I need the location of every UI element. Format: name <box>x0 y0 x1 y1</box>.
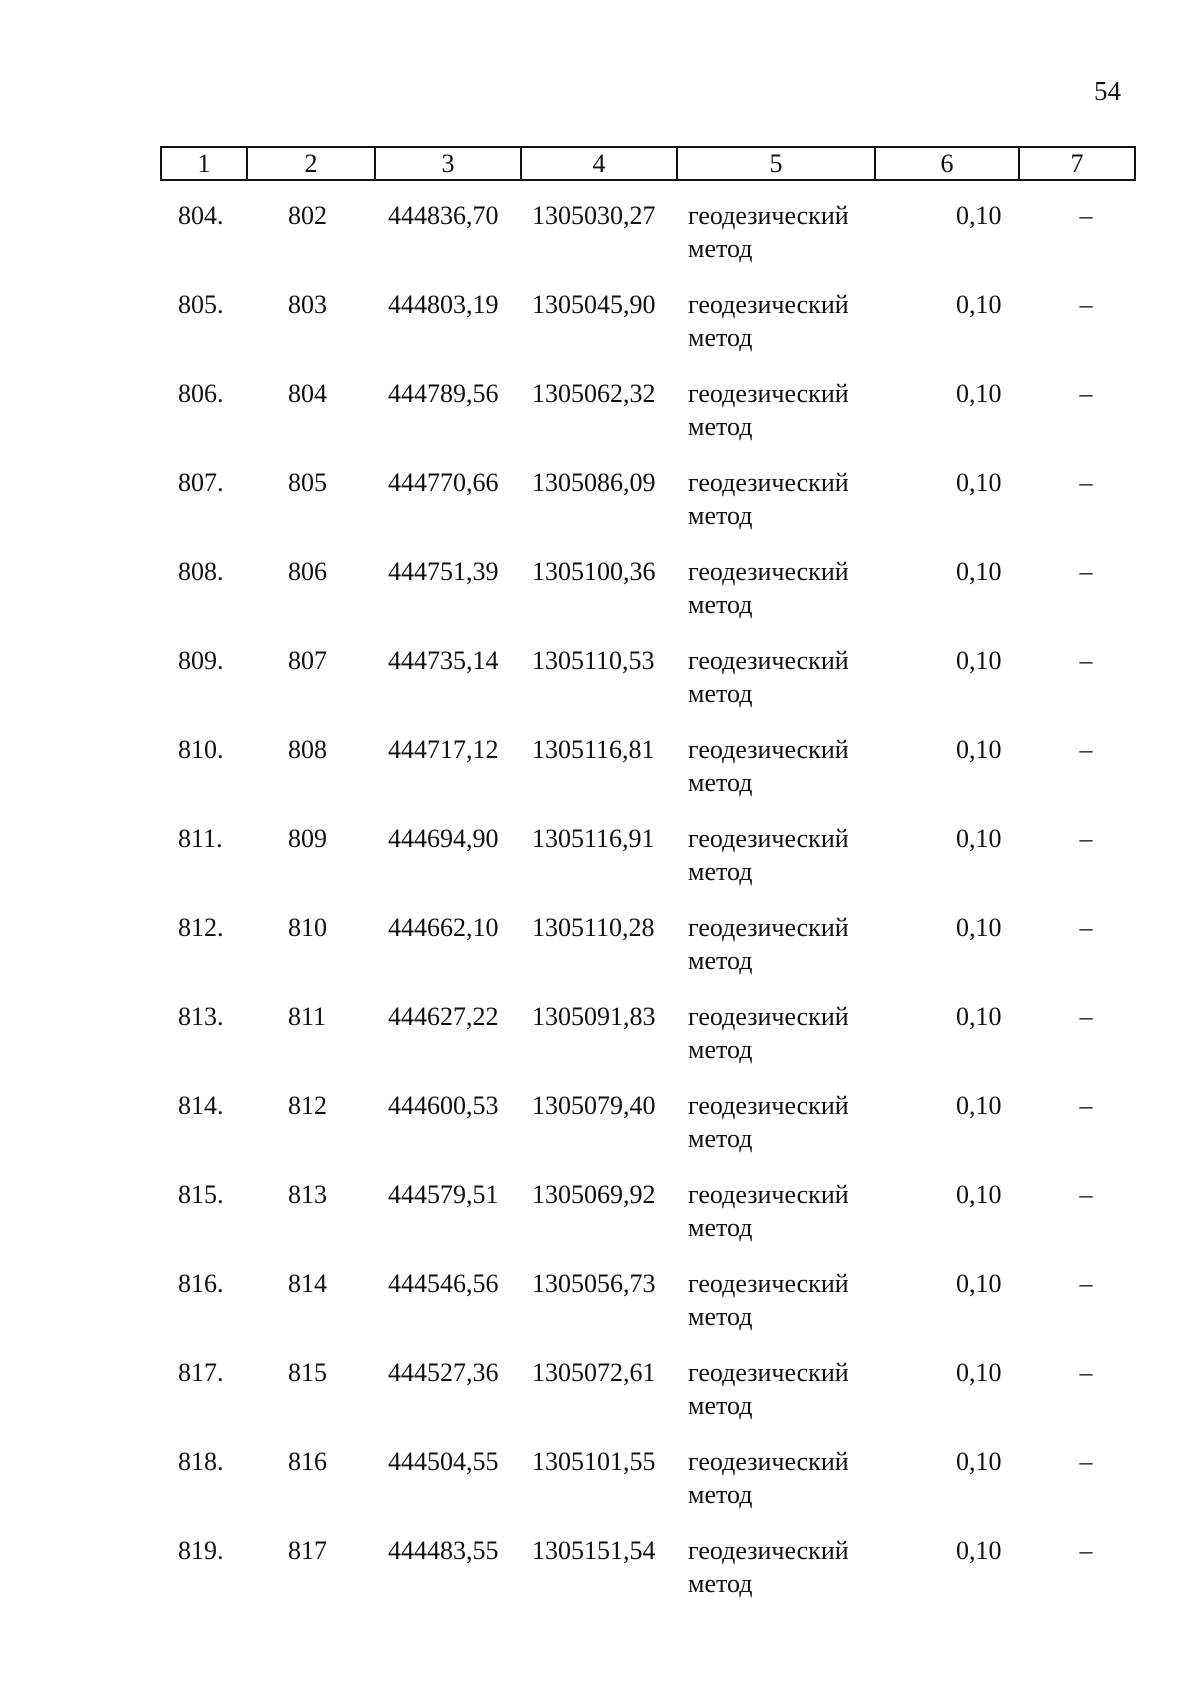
coordinate-x: 444751,39 <box>388 557 499 586</box>
method-cell <box>688 288 888 354</box>
point-number: 807 <box>288 646 327 675</box>
point-number: 808 <box>288 735 327 764</box>
table-row <box>160 733 1134 822</box>
method-line-2: метод <box>688 1569 753 1598</box>
coordinate-y: 1305086,09 <box>532 468 656 497</box>
point-number: 810 <box>288 913 327 942</box>
coordinate-y: 1305030,27 <box>532 201 656 230</box>
note-value: – <box>1079 646 1093 675</box>
method-line-1: геодезический <box>688 290 849 319</box>
coordinate-y: 1305101,55 <box>532 1447 656 1476</box>
coordinate-y: 1305116,81 <box>532 735 655 764</box>
method-line-2: метод <box>688 234 753 263</box>
method-line-1: геодезический <box>688 1536 849 1565</box>
row-number: 805. <box>178 290 224 319</box>
point-number: 815 <box>288 1358 327 1387</box>
coordinate-y: 1305110,28 <box>532 913 655 942</box>
coordinate-y: 1305110,53 <box>532 646 655 675</box>
row-number: 804. <box>178 201 224 230</box>
row-number: 814. <box>178 1091 224 1120</box>
coordinate-x: 444836,70 <box>388 201 499 230</box>
coordinate-x: 444735,14 <box>388 646 499 675</box>
method-cell <box>688 822 888 888</box>
method-line-1: геодезический <box>688 824 849 853</box>
row-number: 813. <box>178 1002 224 1031</box>
point-number: 817 <box>288 1536 327 1565</box>
point-number: 809 <box>288 824 327 853</box>
note-value: – <box>1079 290 1093 319</box>
note-value: – <box>1079 913 1093 942</box>
method-cell <box>688 1000 888 1066</box>
point-number: 803 <box>288 290 327 319</box>
note-value: – <box>1079 824 1093 853</box>
point-number: 812 <box>288 1091 327 1120</box>
method-line-2: метод <box>688 590 753 619</box>
note-value: – <box>1079 1180 1093 1209</box>
accuracy-value: 0,10 <box>956 913 1002 942</box>
accuracy-value: 0,10 <box>956 1447 1002 1476</box>
method-line-2: метод <box>688 323 753 352</box>
accuracy-value: 0,10 <box>956 1180 1002 1209</box>
table-row <box>160 377 1134 466</box>
coordinate-y: 1305062,32 <box>532 379 656 408</box>
note-value: – <box>1079 1091 1093 1120</box>
note-value: – <box>1079 468 1093 497</box>
method-line-1: геодезический <box>688 1180 849 1209</box>
note-value: – <box>1079 557 1093 586</box>
column-header-3: 3 <box>375 147 521 180</box>
point-number: 813 <box>288 1180 327 1209</box>
coordinate-y: 1305079,40 <box>532 1091 656 1120</box>
column-header-2: 2 <box>247 147 375 180</box>
coordinate-y: 1305100,36 <box>532 557 656 586</box>
row-number: 818. <box>178 1447 224 1476</box>
method-cell <box>688 377 888 443</box>
method-line-2: метод <box>688 1035 753 1064</box>
method-line-1: геодезический <box>688 1447 849 1476</box>
method-line-1: геодезический <box>688 1002 849 1031</box>
point-number: 811 <box>288 1002 327 1031</box>
method-cell <box>688 1267 888 1333</box>
coordinate-x: 444546,56 <box>388 1269 499 1298</box>
method-line-2: метод <box>688 857 753 886</box>
table-row <box>160 466 1134 555</box>
row-number: 819. <box>178 1536 224 1565</box>
table-row <box>160 1000 1134 1089</box>
method-line-1: геодезический <box>688 1091 849 1120</box>
column-header-4: 4 <box>521 147 677 180</box>
row-number: 816. <box>178 1269 224 1298</box>
note-value: – <box>1079 1536 1093 1565</box>
table-row <box>160 1356 1134 1445</box>
row-number: 815. <box>178 1180 224 1209</box>
method-line-1: геодезический <box>688 379 849 408</box>
table-row <box>160 1178 1134 1267</box>
method-line-2: метод <box>688 768 753 797</box>
row-number: 812. <box>178 913 224 942</box>
column-header-1: 1 <box>161 147 247 180</box>
table-row <box>160 822 1134 911</box>
row-number: 806. <box>178 379 224 408</box>
table-row <box>160 1267 1134 1356</box>
point-number: 802 <box>288 201 327 230</box>
accuracy-value: 0,10 <box>956 1269 1002 1298</box>
point-number: 814 <box>288 1269 327 1298</box>
table-row <box>160 555 1134 644</box>
coordinate-x: 444662,10 <box>388 913 499 942</box>
table-header <box>160 146 1136 181</box>
row-number: 810. <box>178 735 224 764</box>
method-cell <box>688 1089 888 1155</box>
method-line-2: метод <box>688 501 753 530</box>
method-line-1: геодезический <box>688 913 849 942</box>
coordinate-x: 444579,51 <box>388 1180 499 1209</box>
method-line-2: метод <box>688 1480 753 1509</box>
accuracy-value: 0,10 <box>956 468 1002 497</box>
accuracy-value: 0,10 <box>956 1536 1002 1565</box>
table-row <box>160 1089 1134 1178</box>
method-cell <box>688 1534 888 1600</box>
accuracy-value: 0,10 <box>956 824 1002 853</box>
method-line-2: метод <box>688 1124 753 1153</box>
table-row <box>160 644 1134 733</box>
accuracy-value: 0,10 <box>956 290 1002 319</box>
coordinate-y: 1305069,92 <box>532 1180 656 1209</box>
table-row <box>160 911 1134 1000</box>
table-row <box>160 199 1134 288</box>
table-row <box>160 1534 1134 1623</box>
coordinate-x: 444504,55 <box>388 1447 499 1476</box>
accuracy-value: 0,10 <box>956 1358 1002 1387</box>
method-line-1: геодезический <box>688 1269 849 1298</box>
method-line-1: геодезический <box>688 646 849 675</box>
accuracy-value: 0,10 <box>956 735 1002 764</box>
column-header-7: 7 <box>1019 147 1135 180</box>
method-line-1: геодезический <box>688 735 849 764</box>
note-value: – <box>1079 1002 1093 1031</box>
method-cell <box>688 733 888 799</box>
coordinate-x: 444627,22 <box>388 1002 499 1031</box>
note-value: – <box>1079 735 1093 764</box>
method-line-2: метод <box>688 412 753 441</box>
table-row <box>160 1445 1134 1534</box>
accuracy-value: 0,10 <box>956 1002 1002 1031</box>
point-number: 805 <box>288 468 327 497</box>
coordinate-x: 444717,12 <box>388 735 499 764</box>
method-line-2: метод <box>688 946 753 975</box>
row-number: 817. <box>178 1358 224 1387</box>
table-row <box>160 288 1134 377</box>
method-cell <box>688 1178 888 1244</box>
method-line-2: метод <box>688 1391 753 1420</box>
method-line-2: метод <box>688 1302 753 1331</box>
coordinate-x: 444527,36 <box>388 1358 499 1387</box>
method-cell <box>688 911 888 977</box>
method-line-1: геодезический <box>688 201 849 230</box>
coordinate-x: 444803,19 <box>388 290 499 319</box>
method-line-1: геодезический <box>688 1358 849 1387</box>
note-value: – <box>1079 1447 1093 1476</box>
method-cell <box>688 644 888 710</box>
coordinate-y: 1305056,73 <box>532 1269 656 1298</box>
method-cell <box>688 466 888 532</box>
method-line-2: метод <box>688 1213 753 1242</box>
coordinate-x: 444600,53 <box>388 1091 499 1120</box>
note-value: – <box>1079 1358 1093 1387</box>
coordinate-y: 1305151,54 <box>532 1536 656 1565</box>
method-line-2: метод <box>688 679 753 708</box>
note-value: – <box>1079 1269 1093 1298</box>
method-cell <box>688 199 888 265</box>
accuracy-value: 0,10 <box>956 379 1002 408</box>
row-number: 809. <box>178 646 224 675</box>
note-value: – <box>1079 201 1093 230</box>
table-body <box>160 199 1134 1623</box>
row-number: 807. <box>178 468 224 497</box>
method-line-1: геодезический <box>688 557 849 586</box>
row-number: 811. <box>178 824 223 853</box>
accuracy-value: 0,10 <box>956 1091 1002 1120</box>
accuracy-value: 0,10 <box>956 201 1002 230</box>
column-header-5: 5 <box>677 147 875 180</box>
coordinate-x: 444770,66 <box>388 468 499 497</box>
method-cell <box>688 1445 888 1511</box>
point-number: 806 <box>288 557 327 586</box>
method-line-1: геодезический <box>688 468 849 497</box>
accuracy-value: 0,10 <box>956 557 1002 586</box>
coordinate-x: 444483,55 <box>388 1536 499 1565</box>
coordinate-y: 1305091,83 <box>532 1002 656 1031</box>
coordinate-y: 1305045,90 <box>532 290 656 319</box>
coordinate-y: 1305072,61 <box>532 1358 656 1387</box>
coordinate-x: 444789,56 <box>388 379 499 408</box>
row-number: 808. <box>178 557 224 586</box>
point-number: 804 <box>288 379 327 408</box>
accuracy-value: 0,10 <box>956 646 1002 675</box>
note-value: – <box>1079 379 1093 408</box>
method-cell <box>688 555 888 621</box>
coordinate-y: 1305116,91 <box>532 824 655 853</box>
point-number: 816 <box>288 1447 327 1476</box>
coordinate-x: 444694,90 <box>388 824 499 853</box>
method-cell <box>688 1356 888 1422</box>
column-header-6: 6 <box>875 147 1019 180</box>
page-number: 54 <box>1094 76 1121 106</box>
